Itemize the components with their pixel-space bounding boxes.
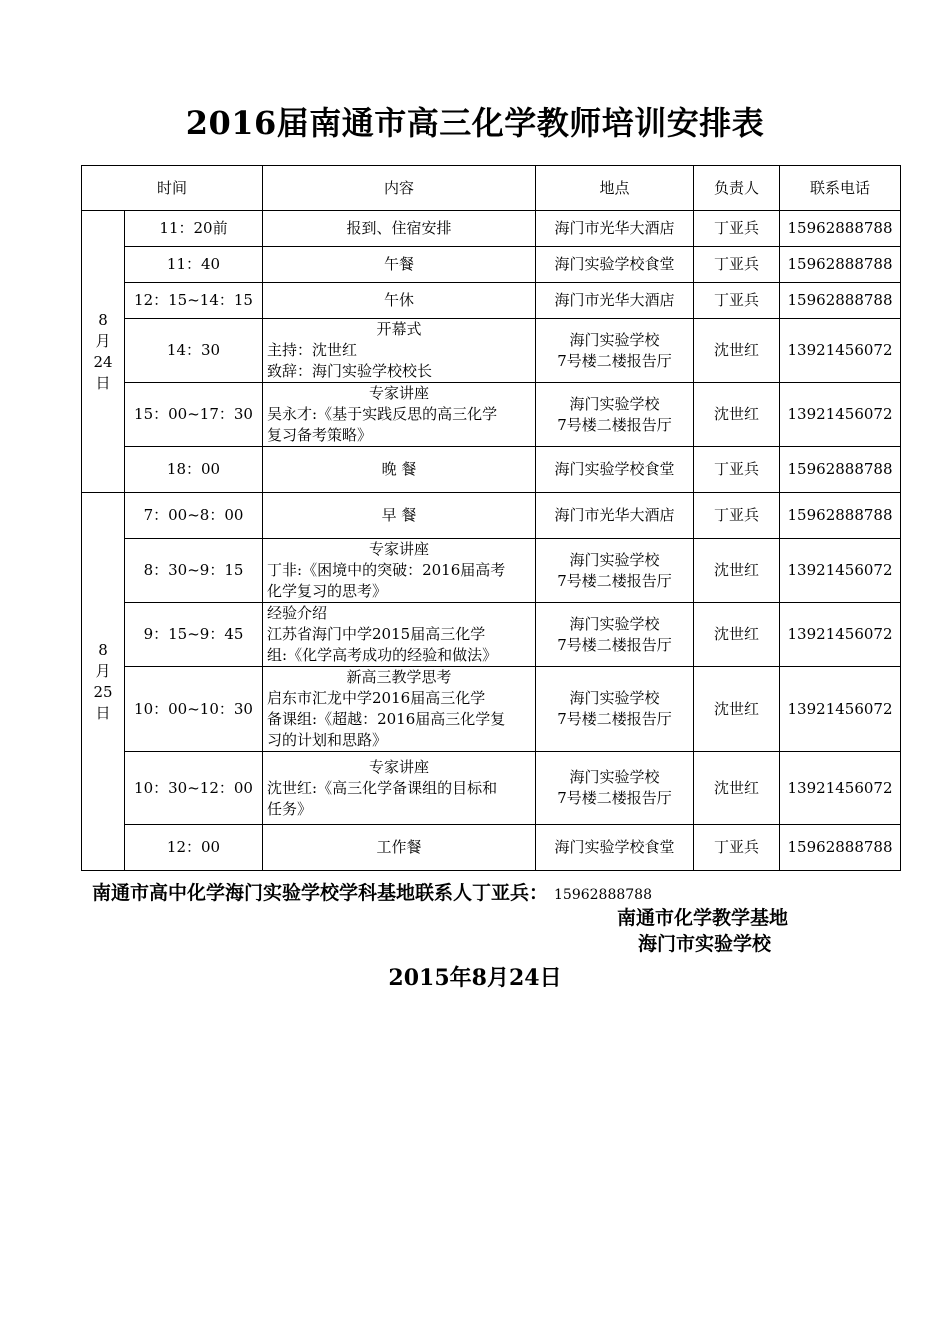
location-line: 7号楼二楼报告厅 bbox=[557, 710, 672, 728]
location-line: 海门实验学校 bbox=[569, 768, 660, 786]
location-line: 7号楼二楼报告厅 bbox=[557, 415, 672, 434]
phone-cell: 13921456072 bbox=[780, 319, 901, 383]
location-line: 海门实验学校 bbox=[569, 550, 660, 569]
location-cell bbox=[536, 752, 694, 825]
person-cell: 丁亚兵 bbox=[694, 247, 780, 283]
content-line: 启东市汇龙中学2016届高三化学 bbox=[267, 689, 486, 707]
location-line: 7号楼二楼报告厅 bbox=[557, 789, 672, 807]
content-line: 化学复习的思考》 bbox=[267, 582, 388, 600]
phone-cell: 13921456072 bbox=[780, 383, 901, 447]
location-cell bbox=[536, 447, 694, 493]
phone-cell: 15962888788 bbox=[780, 283, 901, 319]
location-cell bbox=[536, 319, 694, 383]
location-line: 7号楼二楼报告厅 bbox=[557, 635, 672, 654]
phone-cell: 13921456072 bbox=[780, 752, 901, 825]
header-time: 时间 bbox=[82, 166, 263, 211]
location-line: 海门实验学校 bbox=[569, 394, 660, 413]
person-cell: 丁亚兵 bbox=[694, 447, 780, 493]
date-part: 月 bbox=[95, 661, 111, 680]
location-line: 海门实验学校 bbox=[569, 689, 660, 707]
phone-cell: 13921456072 bbox=[780, 539, 901, 603]
table-row bbox=[82, 493, 901, 539]
contact-text: 南通市高中化学海门实验学校学科基地联系人丁亚兵： bbox=[92, 882, 549, 904]
phone-cell: 15962888788 bbox=[780, 447, 901, 493]
table-row bbox=[82, 247, 901, 283]
content-line: 组:《化学高考成功的经验和做法》 bbox=[267, 646, 498, 664]
contact-phone: 15962888788 bbox=[554, 887, 652, 903]
time-cell: 10：00~10：30 bbox=[125, 667, 263, 752]
location-cell bbox=[536, 539, 694, 603]
content-cell bbox=[263, 283, 536, 319]
location-line: 海门实验学校 bbox=[569, 330, 660, 349]
time-cell: 14：30 bbox=[125, 319, 263, 383]
table-row bbox=[82, 603, 901, 667]
time-cell: 11：40 bbox=[125, 247, 263, 283]
location-cell bbox=[536, 825, 694, 871]
person-cell: 丁亚兵 bbox=[694, 211, 780, 247]
location-cell bbox=[536, 283, 694, 319]
time-cell: 12：15~14：15 bbox=[125, 283, 263, 319]
phone-cell: 13921456072 bbox=[780, 603, 901, 667]
date-part: 日 bbox=[95, 373, 111, 392]
date-part: 25 bbox=[93, 682, 113, 701]
location-line: 7号楼二楼报告厅 bbox=[557, 571, 672, 590]
location-cell bbox=[536, 667, 694, 752]
content-line: 丁非:《困境中的突破：2016届高考 bbox=[267, 561, 506, 579]
table-row bbox=[82, 383, 901, 447]
content-cell bbox=[263, 603, 536, 667]
location-line: 海门实验学校食堂 bbox=[554, 838, 675, 856]
content-cell bbox=[263, 493, 536, 539]
location-line: 海门实验学校食堂 bbox=[554, 460, 675, 478]
location-line: 海门实验学校食堂 bbox=[554, 255, 675, 273]
time-cell: 18：00 bbox=[125, 447, 263, 493]
table-row bbox=[82, 539, 901, 603]
content-cell bbox=[263, 667, 536, 752]
content-cell bbox=[263, 539, 536, 603]
content-line: 任务》 bbox=[267, 799, 313, 818]
content-line: 致辞：海门实验学校校长 bbox=[267, 362, 433, 380]
content-heading: 晚 餐 bbox=[381, 460, 417, 478]
content-cell bbox=[263, 383, 536, 447]
table-row bbox=[82, 319, 901, 383]
schedule-table bbox=[81, 165, 901, 871]
location-cell bbox=[536, 247, 694, 283]
location-cell bbox=[536, 383, 694, 447]
table-row bbox=[82, 283, 901, 319]
content-heading: 开幕式 bbox=[376, 320, 422, 338]
time-cell: 11：20前 bbox=[125, 211, 263, 247]
person-cell: 沈世红 bbox=[694, 667, 780, 752]
content-cell bbox=[263, 825, 536, 871]
person-cell: 沈世红 bbox=[694, 752, 780, 825]
content-heading: 专家讲座 bbox=[369, 384, 430, 402]
content-heading: 专家讲座 bbox=[369, 757, 430, 776]
phone-cell: 15962888788 bbox=[780, 247, 901, 283]
date-cell bbox=[82, 211, 125, 493]
content-line: 主持：沈世红 bbox=[267, 341, 358, 359]
table-row bbox=[82, 825, 901, 871]
phone-cell: 15962888788 bbox=[780, 493, 901, 539]
content-cell bbox=[263, 319, 536, 383]
date-part: 8 bbox=[98, 310, 108, 329]
time-cell: 15：00~17：30 bbox=[125, 383, 263, 447]
table-row bbox=[82, 447, 901, 493]
content-line: 经验介绍 bbox=[267, 604, 328, 622]
content-cell bbox=[263, 447, 536, 493]
location-line: 海门实验学校 bbox=[569, 614, 660, 633]
date-part: 月 bbox=[95, 331, 111, 350]
date-part: 8 bbox=[98, 640, 108, 659]
org-name-1: 南通市化学教学基地 bbox=[617, 907, 789, 929]
person-cell: 沈世红 bbox=[694, 539, 780, 603]
content-heading: 工作餐 bbox=[376, 838, 422, 856]
person-cell: 沈世红 bbox=[694, 383, 780, 447]
time-cell: 10：30~12：00 bbox=[125, 752, 263, 825]
content-cell bbox=[263, 211, 536, 247]
table-row bbox=[82, 752, 901, 825]
time-cell: 8：30~9：15 bbox=[125, 539, 263, 603]
person-cell: 丁亚兵 bbox=[694, 825, 780, 871]
time-cell: 12：00 bbox=[125, 825, 263, 871]
content-heading: 专家讲座 bbox=[369, 540, 430, 558]
table-row bbox=[82, 211, 901, 247]
location-cell bbox=[536, 211, 694, 247]
content-line: 备课组:《超越：2016届高三化学复 bbox=[267, 710, 506, 728]
location-cell bbox=[536, 603, 694, 667]
header-phone: 联系电话 bbox=[780, 166, 901, 211]
person-cell: 沈世红 bbox=[694, 319, 780, 383]
date-part: 日 bbox=[95, 703, 111, 722]
content-heading: 新高三教学思考 bbox=[346, 668, 452, 686]
person-cell: 沈世红 bbox=[694, 603, 780, 667]
header-row bbox=[82, 166, 901, 211]
content-heading: 午休 bbox=[384, 291, 415, 309]
person-cell: 丁亚兵 bbox=[694, 493, 780, 539]
time-cell: 7：00~8：00 bbox=[125, 493, 263, 539]
phone-cell: 13921456072 bbox=[780, 667, 901, 752]
content-line: 江苏省海门中学2015届高三化学 bbox=[267, 625, 486, 643]
date-part: 24 bbox=[93, 352, 113, 371]
header-location: 地点 bbox=[536, 166, 694, 211]
content-heading: 早 餐 bbox=[381, 506, 417, 524]
contact-line bbox=[92, 878, 652, 905]
location-line: 7号楼二楼报告厅 bbox=[557, 351, 672, 370]
org-name-2: 海门市实验学校 bbox=[638, 933, 772, 955]
phone-cell: 15962888788 bbox=[780, 825, 901, 871]
location-line: 海门市光华大酒店 bbox=[554, 506, 675, 524]
content-cell bbox=[263, 247, 536, 283]
page-title: 2016届南通市高三化学教师培训安排表 bbox=[185, 104, 765, 142]
content-line: 习的计划和思路》 bbox=[267, 731, 388, 749]
content-heading: 报到、住宿安排 bbox=[346, 219, 452, 237]
location-line: 海门市光华大酒店 bbox=[554, 291, 675, 309]
location-cell bbox=[536, 493, 694, 539]
content-line: 吴永才:《基于实践反思的高三化学 bbox=[267, 405, 498, 423]
phone-cell: 15962888788 bbox=[780, 211, 901, 247]
document-date: 2015年8月24日 bbox=[388, 965, 562, 991]
date-cell bbox=[82, 493, 125, 871]
content-line: 沈世红:《高三化学备课组的目标和 bbox=[267, 778, 498, 797]
person-cell: 丁亚兵 bbox=[694, 283, 780, 319]
content-line: 复习备考策略》 bbox=[267, 426, 373, 444]
content-cell bbox=[263, 752, 536, 825]
content-heading: 午餐 bbox=[384, 255, 415, 273]
header-content: 内容 bbox=[263, 166, 536, 211]
header-person: 负责人 bbox=[694, 166, 780, 211]
time-cell: 9：15~9：45 bbox=[125, 603, 263, 667]
table-row bbox=[82, 667, 901, 752]
location-line: 海门市光华大酒店 bbox=[554, 219, 675, 237]
